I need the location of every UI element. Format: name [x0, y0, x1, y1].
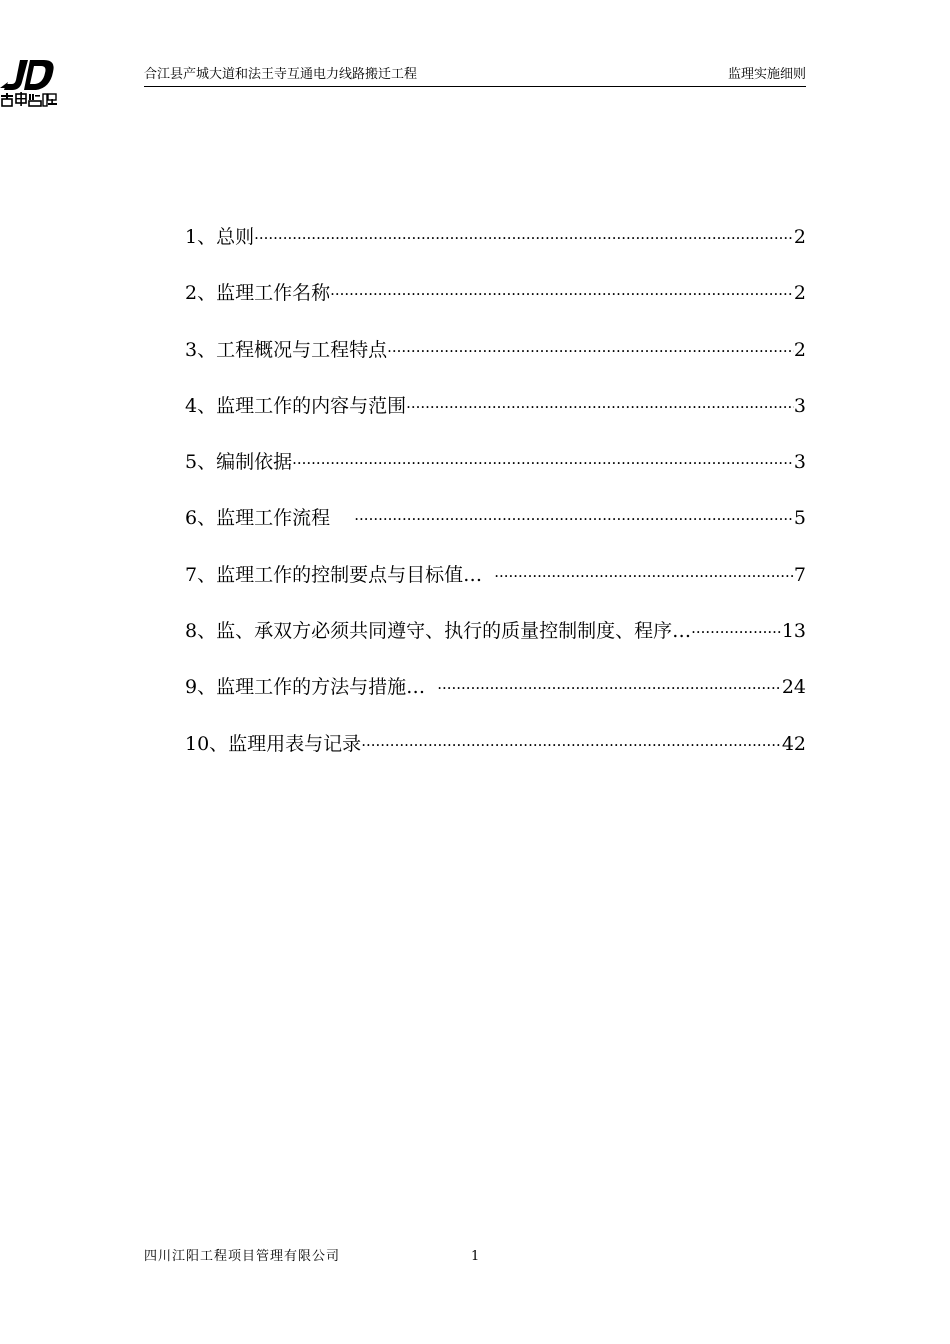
toc-dot-leader [254, 223, 794, 253]
toc-item-label: 2、监理工作名称 [185, 282, 331, 305]
toc-item-page: 3 [793, 394, 806, 417]
toc-dot-leader [494, 561, 794, 591]
toc-item-page: 24 [781, 676, 806, 699]
toc-item-gap [482, 560, 494, 590]
toc-dot-leader [691, 617, 782, 647]
toc-dot-leader [387, 336, 794, 366]
toc-dot-leader [330, 279, 794, 309]
toc-item[interactable] [185, 447, 806, 503]
toc-item-label: 8、监、承双方必须共同遵守、执行的质量控制制度、程序… [185, 620, 692, 643]
toc-item-page: 13 [781, 620, 806, 643]
toc-item-label: 1、总则 [185, 226, 255, 248]
toc-item[interactable] [185, 672, 806, 728]
toc-item-label: 3、工程概况与工程特点 [185, 338, 388, 361]
toc-item[interactable] [185, 278, 806, 334]
toc-item[interactable] [185, 391, 806, 447]
toc-dot-leader [354, 504, 794, 534]
document-type: 监理实施细则 [727, 67, 806, 82]
toc-item-gap [425, 672, 437, 702]
toc-item-page: 2 [793, 282, 806, 305]
toc-dot-leader [437, 673, 782, 703]
toc-item[interactable] [185, 729, 806, 785]
toc-item-page: 5 [793, 507, 806, 530]
page-footer [144, 1248, 806, 1268]
toc-item-page: 42 [781, 732, 806, 755]
toc-item-page: 2 [793, 226, 806, 248]
toc-dot-leader [292, 448, 794, 478]
toc-item-gap [330, 503, 354, 533]
company-name: 四川江阳工程项目管理有限公司 [144, 1249, 341, 1264]
toc-item-label: 9、监理工作的方法与措施… [185, 676, 426, 699]
toc-item[interactable] [185, 503, 806, 559]
toc-item[interactable] [185, 616, 806, 672]
toc-item[interactable] [185, 335, 806, 391]
toc-item-page: 2 [793, 338, 806, 361]
project-title: 合江县产城大道和法王寺互通电力线路搬迁工程 [144, 67, 418, 82]
toc-item-page: 3 [793, 451, 806, 474]
toc-dot-leader [361, 730, 782, 760]
company-logo [0, 58, 58, 108]
toc-item-label: 6、监理工作流程 [185, 507, 331, 530]
toc-item-label: 7、监理工作的控制要点与目标值… [185, 563, 483, 586]
page-number: 1 [471, 1249, 480, 1264]
toc-dot-leader [406, 392, 794, 422]
table-of-contents [185, 222, 806, 785]
toc-item[interactable] [185, 222, 806, 278]
toc-item-label: 10、监理用表与记录 [185, 732, 362, 755]
page-header [144, 66, 806, 87]
toc-item-label: 4、监理工作的内容与范围 [185, 394, 407, 417]
toc-item-page: 7 [793, 563, 806, 586]
toc-item-label: 5、编制依据 [185, 451, 293, 474]
toc-item[interactable] [185, 560, 806, 616]
